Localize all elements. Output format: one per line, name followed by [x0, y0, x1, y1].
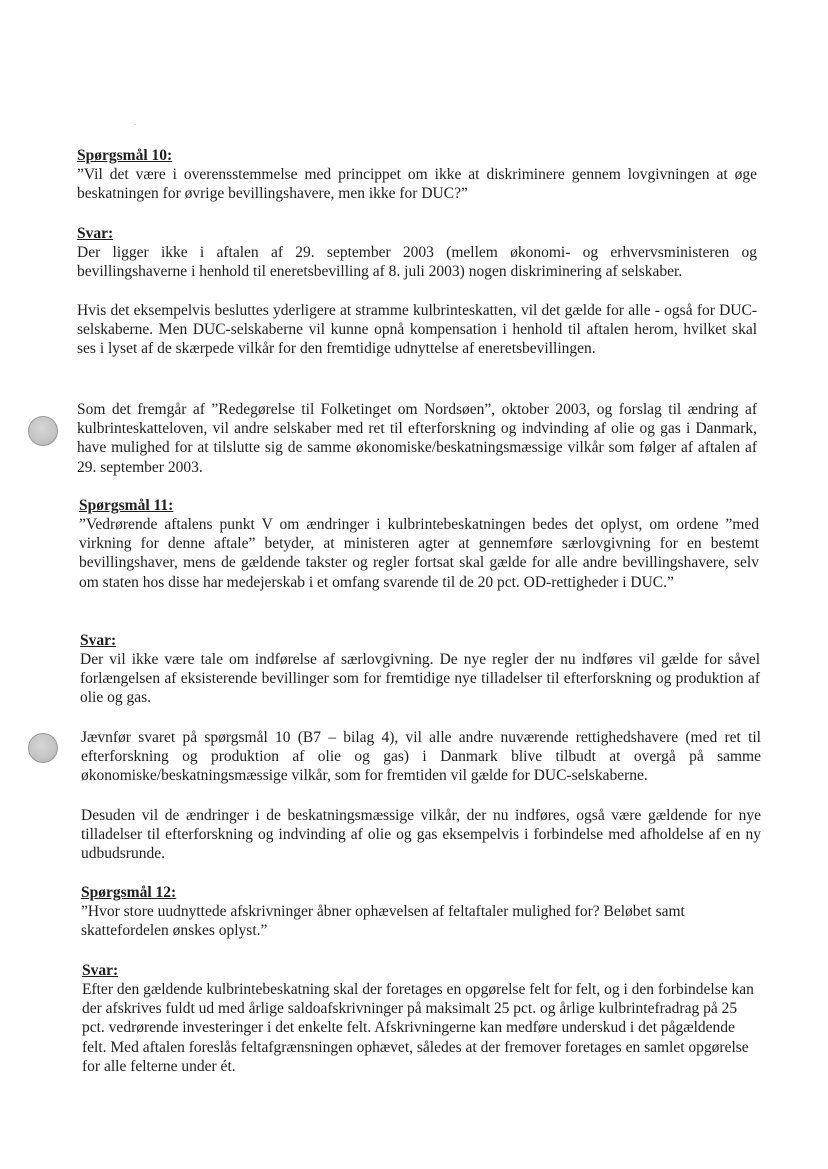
punch-hole — [28, 416, 58, 446]
question-12-block — [81, 883, 761, 940]
answer-11-paragraph-2: Jævnfør svaret på spørgsmål 10 (B7 – bilag 4), vil alle andre nuværende rettighedshavere (med ret til efterforskning og produktion af olie og gas) i Danmark blive tilbudt at overgå på samme økonomiske/beskatningsmæssige vilkår, som for fremtiden vil gælde for DUC-selskaberne. — [81, 729, 761, 785]
question-12-heading: Spørgsmål 12: — [81, 884, 177, 901]
question-12-text: ”Hvor store uudnyttede afskrivninger åbner ophævelsen af feltaftaler mulighed for? Beløbet samt skattefordelen ønskes oplyst.” — [81, 903, 685, 940]
answer-10-heading: Svar: — [77, 225, 114, 242]
answer-11-paragraph-3: Desuden vil de ændringer i de beskatningsmæssige vilkår, der nu indføres, også være gældende for nye tilladelser til efterforskning og indvinding af olie og gas eksempelvis i forbindelse med afholdelse af en ny udbudsrunde. — [81, 807, 761, 863]
scan-speck — [134, 124, 136, 125]
answer-10-paragraph-1: Der ligger ikke i aftalen af 29. september 2003 (mellem økonomi- og erhvervsministeren og bevillingshaverne i henhold til eneretsbevilling af 8. juli 2003) nogen diskriminering af selskaber. — [77, 244, 757, 281]
question-11-heading: Spørgsmål 11: — [79, 497, 174, 514]
question-11-text: ”Vedrørende aftalens punkt V om ændringer i kulbrintebeskatningen bedes det oplyst, om ordene ”med virkning for denne aftale” betyder, at ministeren agter at gennemføre særlovgivning for en bestemt bevillingshaver, mens de gældende takster og regler fortsat skal gælde for alle andre bevillingshavere, selv om staten hos disse har medejerskab i et omfang svarende til de 20 pct. OD-rettigheder i DUC.” — [79, 516, 759, 591]
answer-12-heading: Svar: — [82, 962, 119, 979]
answer-12-block — [82, 961, 762, 1076]
answer-11-heading: Svar: — [80, 632, 117, 649]
punch-hole — [28, 733, 58, 763]
question-10-heading: Spørgsmål 10: — [77, 147, 173, 164]
answer-11-paragraph-1: Der vil ikke være tale om indførelse af særlovgivning. De nye regler der nu indføres vil gælde for såvel forlængelsen af eksisterende bevillinger som for fremtidige nye tilladelser til efterforskning og produktion af olie og gas. — [80, 651, 760, 707]
answer-10-paragraph-2: Hvis det eksempelvis besluttes yderligere at stramme kulbrinteskatten, vil det gælde for alle - også for DUC-selskaberne. Men DUC-selskaberne vil kunne opnå kompensation i henhold til aftalen herom, hvilket skal ses i lyset af de skærpede vilkår for den fremtidige udnyttelse af eneretsbevillingen. — [77, 302, 757, 358]
question-11-block — [79, 496, 759, 592]
question-10-block — [77, 146, 757, 203]
question-10-text: ”Vil det være i overensstemmelse med princippet om ikke at diskriminere gennem lovgivningen at øge beskatningen for øvrige bevillingshavere, men ikke for DUC?” — [77, 166, 757, 203]
answer-11-block — [80, 631, 760, 708]
answer-10-paragraph-3: Som det fremgår af ”Redegørelse til Folketinget om Nordsøen”, oktober 2003, og forslag til ændring af kulbrinteskatteloven, vil andre selskaber med ret til efterforskning og indvinding af olie og gas i Danmark, have mulighed for at tilslutte sig de samme økonomiske/beskatningsmæssige vilkår som følger af aftalen af 29. september 2003. — [77, 401, 757, 476]
answer-12-paragraph-1: Efter den gældende kulbrintebeskatning skal der foretages en opgørelse felt for felt, og i den forbindelse kan der afskrives fuldt ud med årlige saldoafskrivninger på maksimalt 25 pct. og årlige kulbrintefradrag på 25 pct. vedrørende investeringer i det enkelte felt. Afskrivningerne kan medføre underskud i det pågældende felt. Med aftalen foreslås feltafgrænsningen ophævet, således at der fremover foretages en samlet opgørelse for alle felterne under ét. — [82, 981, 754, 1075]
answer-10-block — [77, 224, 757, 281]
